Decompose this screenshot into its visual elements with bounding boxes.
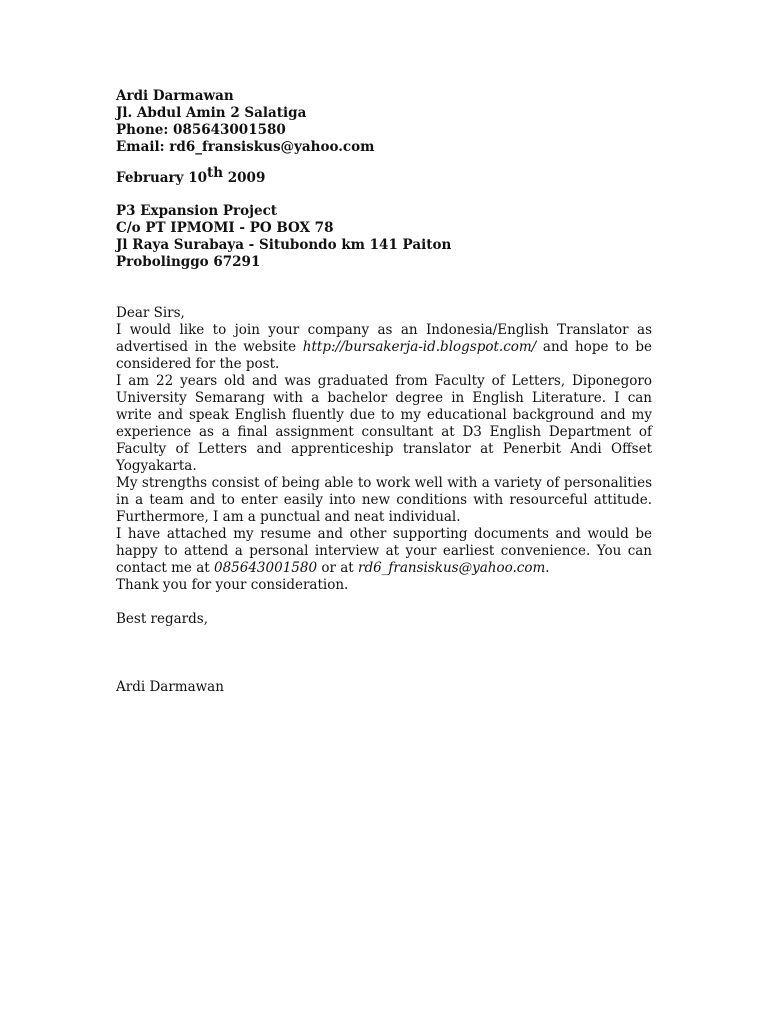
paragraph-contact-text-c: . — [545, 560, 550, 576]
closing-line: Best regards, — [116, 611, 209, 627]
paragraph-contact-text-a: I have attached my resume and other supporting documents and would be happy to attend a personal interview at your earliest convenience. You can contact me at — [116, 526, 652, 576]
paragraph-intro — [116, 322, 652, 373]
recipient-line-1: P3 Expansion Project — [116, 203, 278, 219]
letter-body — [116, 305, 652, 594]
date-ordinal-suffix: th — [207, 165, 224, 181]
sender-email: Email: rd6_fransiskus@yahoo.com — [116, 139, 375, 155]
job-website-link[interactable]: http://bursakerja-id.blogspot.com/ — [302, 339, 537, 355]
letter-date — [116, 165, 652, 188]
contact-email-link[interactable]: rd6_fransiskus@yahoo.com — [358, 560, 546, 576]
recipient-line-4: Probolinggo 67291 — [116, 254, 261, 270]
thanks-line: Thank you for your consideration. — [116, 577, 349, 593]
paragraph-contact-text-b: or at — [317, 560, 358, 576]
recipient-line-3: Jl Raya Surabaya - Situbondo km 141 Paiton — [116, 237, 452, 253]
paragraph-intro-text-a: I would like to join your company as an Indonesia/English Translator as advertised in the website — [116, 322, 652, 355]
paragraph-intro-text-b: and hope to be considered for the post. — [116, 339, 652, 372]
sender-name: Ardi Darmawan — [116, 88, 234, 104]
salutation: Dear Sirs, — [116, 305, 185, 321]
date-year: 2009 — [223, 170, 266, 186]
recipient-line-2: C/o PT IPMOMI - PO BOX 78 — [116, 220, 334, 236]
recipient-block — [116, 203, 652, 271]
paragraph-strengths: My strengths consist of being able to work well with a variety of personalities in a team and to enter easily into new conditions with resourceful attitude. Furthermore, I am a punctual and neat individual. — [116, 475, 652, 525]
paragraph-contact — [116, 526, 652, 577]
contact-phone: 085643001580 — [213, 560, 318, 576]
sender-address: Jl. Abdul Amin 2 Salatiga — [116, 105, 307, 121]
signature-name: Ardi Darmawan — [116, 679, 224, 695]
letter-page — [116, 88, 652, 696]
paragraph-education: I am 22 years old and was graduated from Faculty of Letters, Diponegoro University Semarang with a bachelor degree in English Literature. I can write and speak English fluently due to my educational background and my experience as a final assignment consultant at D3 English Department of Faculty of Letters and apprenticeship translator at Penerbit Andi Offset Yogyakarta. — [116, 373, 652, 474]
date-prefix: February 10 — [116, 170, 207, 186]
sender-phone: Phone: 085643001580 — [116, 122, 286, 138]
sender-block — [116, 88, 652, 156]
